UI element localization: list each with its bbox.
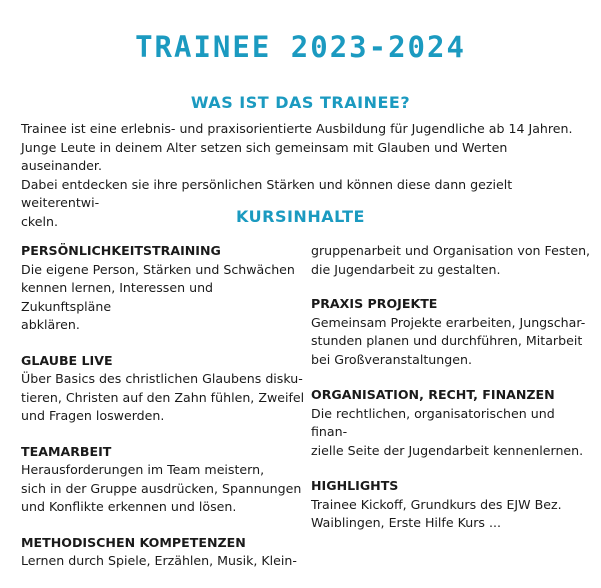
section-heading: GLAUBE LIVE	[21, 352, 113, 368]
body-line: bei Großveranstaltungen.	[311, 351, 472, 367]
intro-line: Junge Leute in deinem Alter setzen sich gemeinsam mit Glauben und Werten auseinander.	[21, 139, 508, 173]
section-body	[21, 370, 306, 426]
section-body	[311, 496, 593, 533]
section-faith-live	[21, 352, 306, 426]
section-heading: METHODISCHEN KOMPETENZEN	[21, 534, 246, 550]
section-heading: ORGANISATION, RECHT, FINANZEN	[311, 387, 555, 402]
intro-line: Dabei entdecken sie ihre persönlichen Stärken und können diese dann gezielt weiterentwi-	[21, 176, 513, 210]
body-line: Über Basics des christlichen Glaubens disku-	[21, 371, 303, 386]
body-line: Die eigene Person, Stärken und Schwächen	[21, 261, 295, 277]
section-personality-training	[21, 242, 306, 335]
body-line: kennen lernen, Interessen und Zukunftspläne	[21, 280, 214, 314]
page-title: TRAINEE 2023-2024	[135, 30, 466, 64]
body-line: tieren, Christen auf den Zahn fühlen, Zweifel	[21, 389, 305, 405]
intro-line: Trainee ist eine erlebnis- und praxisorientierte Ausbildung für Jugendliche ab 14 Jahren.	[21, 121, 573, 136]
section-body	[21, 461, 306, 517]
intro-line: ckeln.	[21, 213, 59, 229]
methodical-skills-continuation	[311, 242, 593, 279]
section-organisation-law-finance	[311, 386, 593, 460]
section-highlights	[311, 477, 593, 533]
section-practice-projects	[311, 295, 593, 369]
section-heading: HIGHLIGHTS	[311, 478, 399, 493]
course-contents-heading: KURSINHALTE	[236, 207, 365, 226]
section-body	[311, 405, 593, 461]
left-column	[21, 242, 306, 588]
body-line: Herausforderungen im Team meistern,	[21, 462, 265, 477]
body-line: und Konflikte erkennen und lösen.	[21, 499, 237, 514]
body-line: zielle Seite der Jugendarbeit kennenlernen.	[311, 442, 584, 458]
section-heading: PRAXIS PROJEKTE	[311, 296, 438, 311]
section-heading: PERSÖNLICHKEITSTRAINING	[21, 243, 221, 258]
body-line: stunden planen und durchführen, Mitarbeit	[311, 333, 583, 348]
section-teamwork	[21, 443, 306, 517]
body-line: gruppenarbeit und Organisation von Festen,	[311, 243, 591, 258]
section-heading: TEAMARBEIT	[21, 443, 112, 459]
body-line: Die rechtlichen, organisatorischen und finan-	[311, 405, 555, 439]
what-is-trainee-heading: WAS IST DAS TRAINEE?	[190, 93, 411, 112]
body-line: und Fragen loswerden.	[21, 408, 165, 423]
section-body	[311, 314, 593, 370]
body-line: Waiblingen, Erste Hilfe Kurs ...	[311, 515, 501, 530]
body-line: abklären.	[21, 317, 80, 332]
body-line: sich in der Gruppe ausdrücken, Spannungen	[21, 480, 302, 496]
body-line: Trainee Kickoff, Grundkurs des EJW Bez.	[311, 496, 562, 512]
right-column	[311, 242, 593, 550]
body-line: die Jugendarbeit zu gestalten.	[311, 261, 501, 277]
section-body	[21, 261, 306, 335]
section-methodical-skills	[21, 534, 306, 571]
body-line: Gemeinsam Projekte erarbeiten, Jungschar-	[311, 314, 586, 330]
section-body	[21, 552, 306, 571]
body-line: Lernen durch Spiele, Erzählen, Musik, Klein-	[21, 553, 297, 568]
